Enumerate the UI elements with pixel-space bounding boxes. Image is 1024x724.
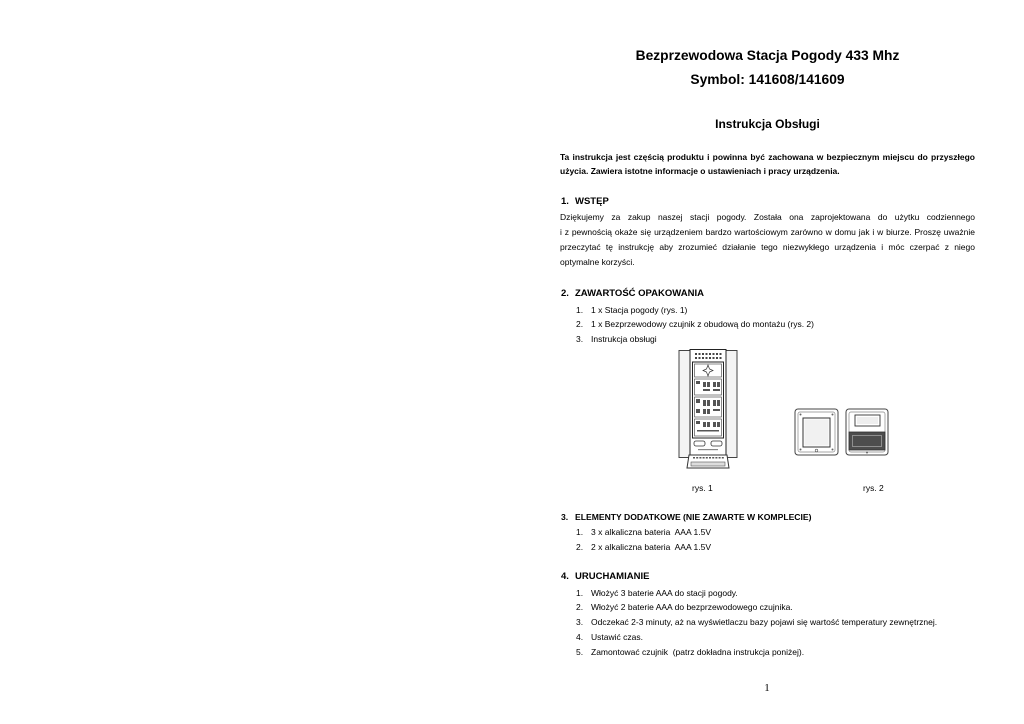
screw-icon (800, 449, 802, 451)
section-title: ZAWARTOŚĆ OPAKOWANIA (575, 288, 704, 299)
sensor-screen-glass (805, 420, 829, 446)
model-symbol: Symbol: 141608/141609 (690, 72, 845, 87)
screw-icon (832, 449, 834, 451)
paragraph-line: i z pewnością okaże się urządzeniem bardzo wartościowym zarówno w domu jak i w biurze. Proszę uważnie (560, 226, 975, 237)
package-contents-list (576, 303, 814, 347)
list-item (576, 525, 711, 540)
list-item (576, 332, 814, 347)
list-number: 2. (576, 602, 584, 613)
figure-caption-1: rys. 1 (692, 483, 713, 493)
list-text: Zamontować czujnik (patrz dokładna instrukcja poniżej). (591, 646, 805, 657)
list-text: Włożyć 3 baterie AAA do stacji pogody. (591, 587, 738, 598)
battery-compartment (849, 432, 885, 450)
sensor-back-hole-icon (866, 452, 868, 454)
section-number: 4. (561, 571, 569, 582)
screw-icon (800, 414, 802, 416)
list-number: 1. (576, 304, 584, 315)
list-text: 1 x Bezprzewodowy czujnik z obudową do montażu (rys. 2) (591, 319, 814, 330)
station-right-panel (726, 351, 737, 458)
stand-base-strip (691, 462, 725, 466)
list-item (576, 303, 814, 318)
list-text: 1 x Stacja pogody (rys. 1) (591, 304, 688, 315)
list-number: 3. (576, 617, 584, 628)
paragraph-line: Dziękujemy za zakup naszej stacji pogody. Została ona zaprojektowana do użytku codziennego (560, 211, 975, 222)
section-paragraph (560, 210, 975, 270)
paragraph-line: optymalne korzyści. (560, 256, 635, 267)
figure-caption-2: rys. 2 (863, 483, 884, 493)
section-number: 3. (561, 512, 569, 522)
list-item (576, 600, 937, 615)
section-heading-intro (561, 196, 609, 208)
intro-line: użycia. Zawiera istotne informacje o ustawieniach i pracy urządzenia. (560, 166, 840, 176)
station-label-strip (698, 449, 718, 450)
list-item (576, 645, 937, 660)
list-text: Instrukcja obsługi (591, 333, 657, 344)
list-text: 3 x alkaliczna bateria AAA 1.5V (591, 526, 712, 537)
section-heading-extra-items (561, 511, 811, 523)
document-title: Bezprzewodowa Stacja Pogody 433 Mhz (635, 48, 900, 63)
extra-items-list (576, 525, 711, 555)
screw-icon (832, 414, 834, 416)
station-left-panel (679, 351, 690, 458)
list-number: 2. (576, 319, 584, 330)
list-text: Ustawić czas. (591, 631, 643, 642)
list-number: 2. (576, 541, 584, 552)
section-number: 2. (561, 288, 569, 299)
page-number: 1 (764, 682, 770, 694)
startup-steps-list (576, 586, 937, 660)
intro-line: Ta instrukcja jest częścią produktu i powinna być zachowana w bezpiecznym miejscu do przyszłego (560, 152, 975, 162)
list-text: Włożyć 2 baterie AAA do bezprzewodowego czujnika. (591, 602, 793, 613)
section-heading-startup (561, 571, 649, 583)
list-number: 5. (576, 646, 584, 657)
list-number: 3. (576, 333, 584, 344)
list-number: 1. (576, 587, 584, 598)
section-title: ELEMENTY DODATKOWE (NIE ZAWARTE W KOMPLECIE) (575, 512, 812, 522)
weather-station-illustration (678, 349, 739, 470)
list-number: 4. (576, 631, 584, 642)
wireless-sensor-illustration (794, 408, 890, 457)
list-number: 1. (576, 526, 584, 537)
intro-notice (560, 150, 975, 178)
paragraph-line: przeczytać tę instrukcję aby zrozumieć działanie tego niezwykłego urządzenia i móc czerpać z niego (560, 241, 975, 252)
sensor-back-view (846, 409, 888, 455)
manual-subtitle: Instrukcja Obsługi (715, 117, 820, 131)
list-item (576, 317, 814, 332)
station-button-right (711, 441, 722, 446)
section-heading-package-contents (561, 288, 704, 300)
list-text: 2 x alkaliczna bateria AAA 1.5V (591, 541, 712, 552)
sensor-front-view (795, 409, 838, 455)
list-text: Odczekać 2-3 minuty, aż na wyświetlaczu bazy pojawi się wartość temperatury zewnętrznej. (591, 617, 938, 628)
section-title: URUCHAMIANIE (575, 571, 650, 582)
section-title: WSTĘP (575, 196, 609, 207)
list-item (576, 586, 937, 601)
list-item (576, 630, 937, 645)
station-button-left (694, 441, 705, 446)
sensor-slot-inner (857, 417, 878, 424)
section-number: 1. (561, 196, 569, 207)
list-item (576, 540, 711, 555)
list-item (576, 615, 937, 630)
